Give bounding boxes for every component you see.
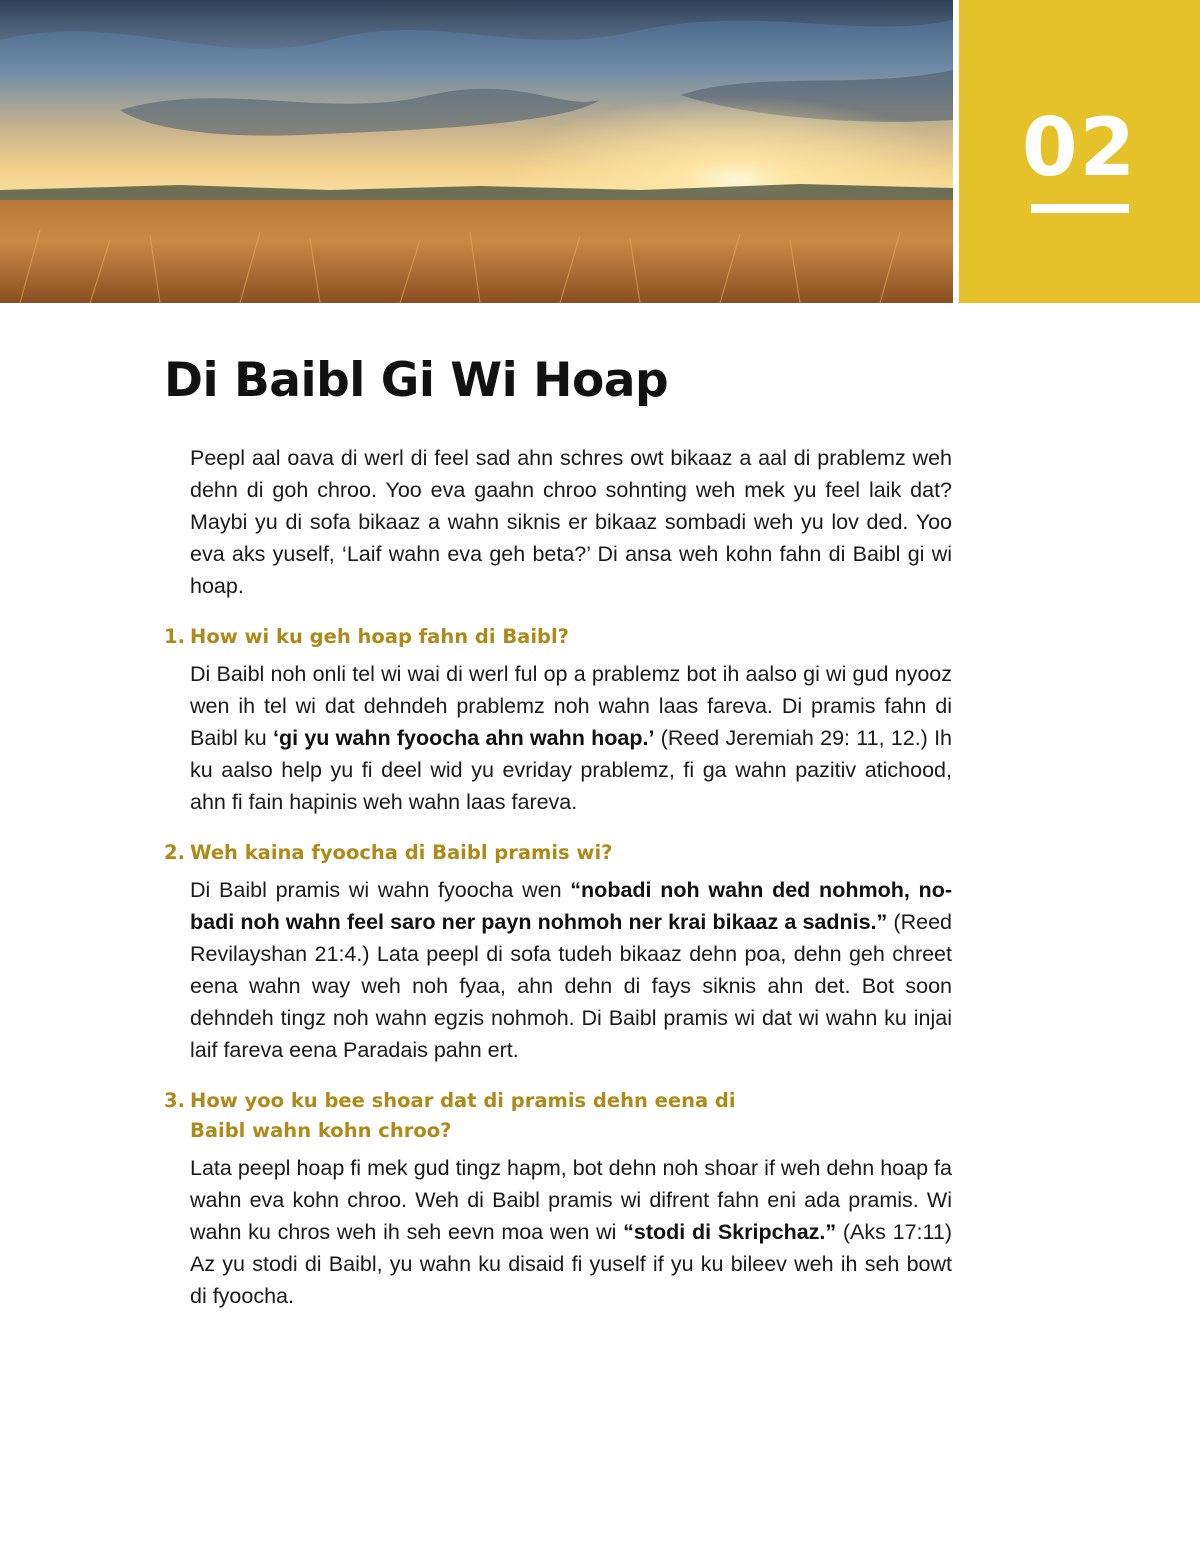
- question-heading: [164, 838, 954, 868]
- article-body: [164, 442, 954, 1332]
- question-text: How yoo ku bee shoar dat di pramis dehn eena di Baibl wahn kohn chroo?: [190, 1089, 736, 1142]
- question-text: Weh kaina fyoocha di Baibl pramis wi?: [190, 841, 613, 864]
- section-3: [164, 1086, 954, 1312]
- question-heading: [164, 622, 954, 652]
- answer-text: Di Baibl pramis wi wahn fyoocha wen: [190, 878, 571, 902]
- question-text: How wi ku geh hoap fahn di Baibl?: [190, 625, 569, 648]
- section-1: [164, 622, 954, 818]
- answer-paragraph: [190, 874, 952, 1066]
- section-2: [164, 838, 954, 1066]
- lesson-number-badge: [959, 0, 1200, 303]
- page-title: Di Baibl Gi Wi Hoap: [164, 353, 669, 408]
- answer-text: Di Baibl noh onli tel wi wai di werl ful op a prablemz bot ih aalso gi wi gud nyooz wen ih tel wi dat dehndeh prablemz noh wahn laas fareva. Di pramis fahn di Baibl ku: [190, 662, 952, 750]
- answer-paragraph: [190, 1152, 952, 1312]
- question-number: 2.: [164, 841, 185, 864]
- scripture-quote: “stodi di Skripchaz.”: [623, 1220, 837, 1244]
- hero-image: [0, 0, 953, 303]
- question-heading: [164, 1086, 954, 1146]
- answer-text: (Reed Revilayshan 21:4.) Lata peepl di sofa tudeh bikaaz dehn poa, dehn geh chreet eena wahn way weh noh fyaa, ahn dehn di fays siknis ahn det. Bot soon dehndeh tingz noh wahn egzis nohmoh. Di Baibl pramis wi dat wi wahn ku injai laif fareva eena Paradais pahn ert.: [190, 910, 952, 1062]
- scripture-quote: ‘gi yu wahn fyoocha ahn wahn hoap.’: [273, 726, 655, 750]
- lesson-number: 02: [1021, 101, 1138, 194]
- answer-paragraph: [190, 658, 952, 818]
- scripture-quote: “nobadi noh wahn ded nohmoh, nobadi noh wahn feel saro ner payn nohmoh ner krai bikaaz a sadnis.”: [190, 878, 953, 934]
- answer-text: (Reed Jeremiah 29: 11, 12.) Ih ku aalso help yu fi deel wid yu evriday prablemz, fi ga wahn pazitiv atichood, ahn fi fain hapinis weh wahn laas fareva.: [190, 726, 952, 814]
- intro-paragraph: Peepl aal oava di werl di feel sad ahn schres owt bikaaz a aal di prablemz weh dehn di goh chroo. Yoo eva gaahn chroo sohnting weh mek yu feel laik dat? Maybi yu di sofa bikaaz a wahn siknis er bikaaz sombadi weh yu lov ded. Yoo eva aks yuself, ‘Laif wahn eva geh beta?’ Di ansa weh kohn fahn di Baibl gi wi hoap.: [190, 446, 952, 598]
- question-number: 1.: [164, 625, 185, 648]
- answer-text: Lata peepl hoap fi mek gud tingz hapm, bot dehn noh shoar if weh dehn hoap fa wahn eva kohn chroo. Weh di Baibl pramis wi difrent fahn eni ada pramis. Wi wahn ku chros weh ih seh eevn moa wen wi: [190, 1156, 952, 1244]
- wheat-field-sunset-image: [0, 0, 953, 303]
- question-number: 3.: [164, 1089, 185, 1112]
- badge-underline: [1031, 204, 1129, 213]
- answer-text: (Aks 17:11) Az yu stodi di Baibl, yu wahn ku disaid fi yuself if yu ku bileev weh ih seh bowt di fyoocha.: [190, 1220, 952, 1308]
